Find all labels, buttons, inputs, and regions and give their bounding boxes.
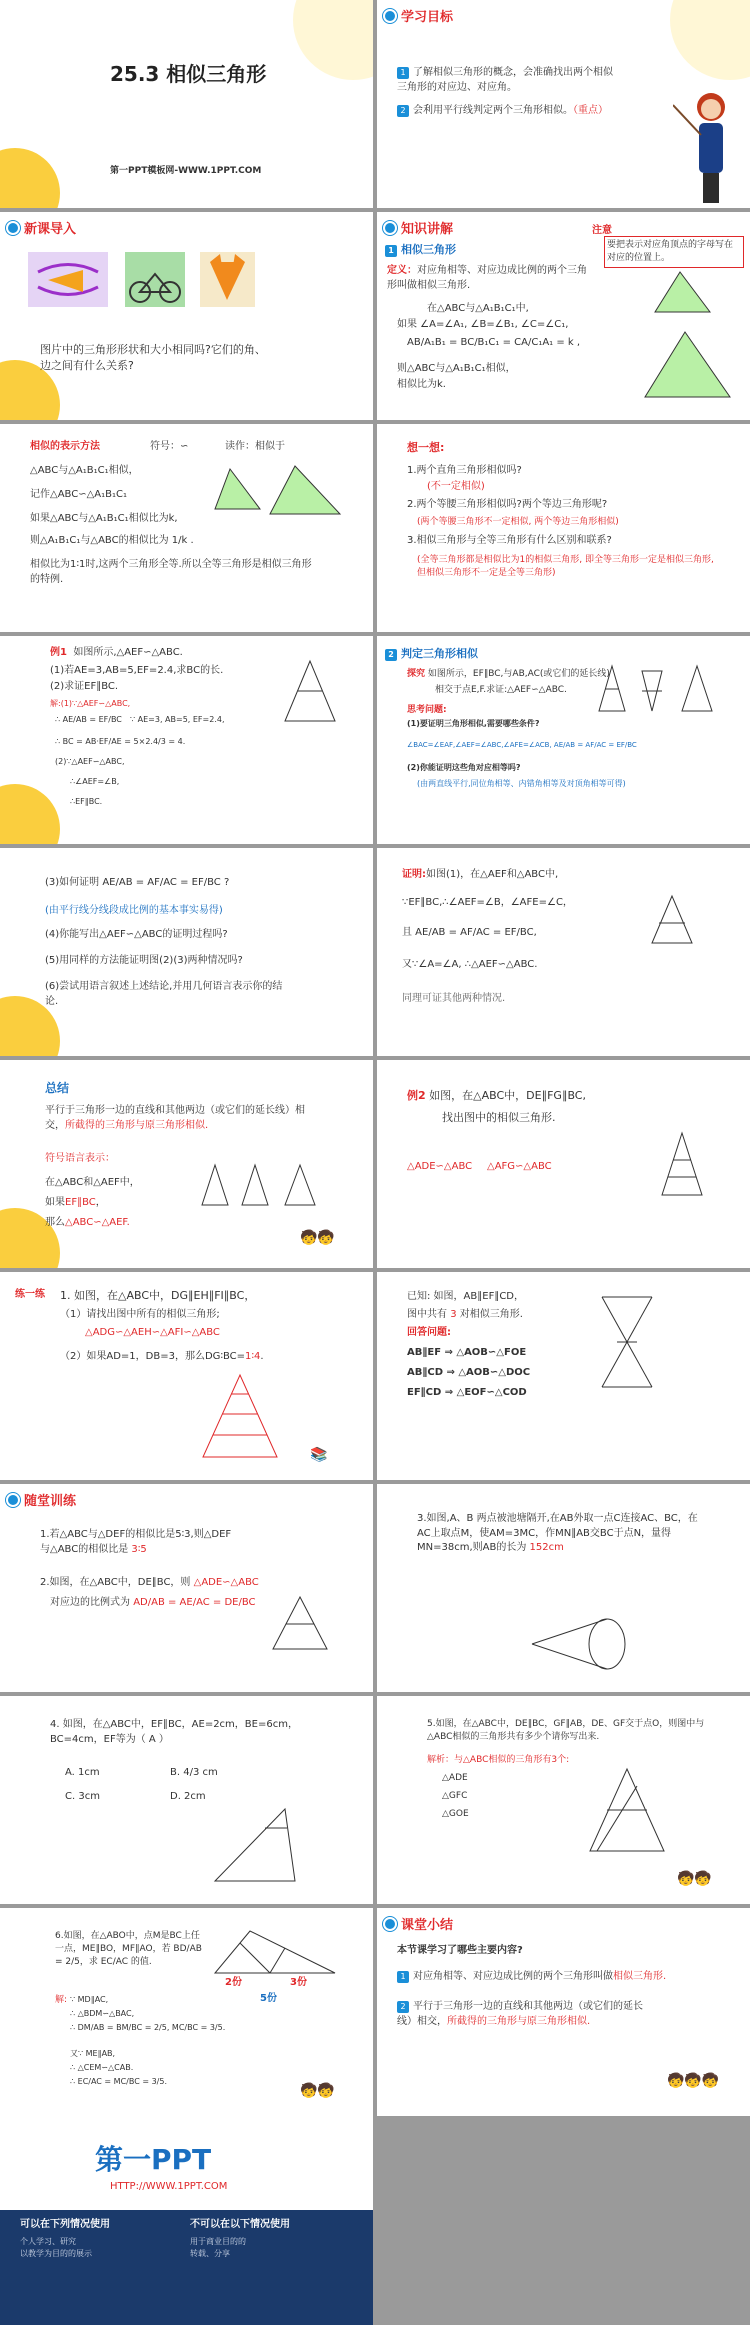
summary-l3: 那么△ABC∽△AEF. — [45, 1217, 130, 1228]
slide-title — [0, 0, 373, 208]
teacher-icon — [673, 85, 743, 205]
think-a3: (全等三角形都是相似比为1的相似三角形, 即全等三角形一定是相似三角形,但相似三角形不一定是全等三角形) — [417, 555, 714, 579]
slide-summary — [0, 1060, 373, 1268]
wrapup-p1: 1 对应角相等、对应边成比例的两个三角形叫做相似三角形. — [397, 1970, 697, 1985]
summary-heading: 总结 — [45, 1081, 70, 1095]
practice-a1: △ADG∽△AEH∽△AFI∽△ABC — [85, 1327, 220, 1338]
slide-explore — [377, 636, 750, 844]
slide-exercise1 — [0, 1484, 373, 1692]
goal-2: 2 会利用平行线判定两个三角形相似。（重点） — [397, 104, 617, 119]
explore-a2: (由两直线平行,同位角相等、内错角相等及对顶角相等可得) — [417, 779, 626, 788]
slide-goals — [377, 0, 750, 208]
practice-q2: （2）如果AD=1，DB=3，那么DG∶BC=1∶4. — [60, 1351, 264, 1362]
triangles-figure — [635, 267, 745, 417]
header-intro: 新课导入 — [6, 218, 76, 237]
site-label: 第一PPT模板网-WWW.1PPT.COM — [110, 166, 262, 176]
children-icon: 📚 — [310, 1447, 328, 1463]
slide-exercise4 — [0, 1696, 373, 1904]
header-knowledge: 知识讲解 — [383, 218, 453, 237]
exercise-q2b: 对应边的比例式为 AD/AB = AE/AC = DE/BC — [50, 1597, 256, 1608]
summary-l1: 在△ABC和△AEF中， — [45, 1177, 140, 1188]
example2-t1: 例2 如图，在△ABC中，DE∥FG∥BC, — [407, 1089, 586, 1102]
summary-text: 平行于三角形一边的直线和其他两边（或它们的延长线）相交，所截得的三角形与原三角形相似. — [45, 1105, 305, 1131]
bullet-icon — [6, 1493, 20, 1507]
think-q3: 3.相似三角形与全等三角形有什么区别和联系? — [407, 535, 612, 546]
note-box: 要把表示对应角顶点的字母写在对应的位置上。 — [604, 236, 744, 268]
option-a: A. 1cm — [65, 1767, 100, 1778]
summary-l2: 如果EF∥BC， — [45, 1197, 106, 1208]
explore-t1: 探究 如图所示，EF∥BC,与AB,AC(或它们的延长线) — [407, 669, 610, 679]
definition: 定义：对应角相等、对应边成比例的两个三角形叫做相似三角形. — [387, 265, 587, 291]
lesson-title: 25.3 相似三角形 — [110, 62, 267, 86]
def-line3: 如果 ∠A=∠A₁, ∠B=∠B₁, ∠C=∠C₁, — [397, 319, 569, 330]
example1-s5: ∴∠AEF=∠B, — [70, 777, 120, 786]
def-line5: 则△ABC与△A₁B₁C₁相似， — [397, 363, 516, 374]
triangles-figure — [210, 464, 350, 524]
row3: EF∥CD ⇒ △EOF∽△COD — [407, 1387, 527, 1398]
option-d: D. 2cm — [170, 1791, 206, 1802]
slide-wrapup — [377, 1908, 750, 2116]
note-label: 注意 — [592, 225, 612, 236]
explore-q1: (1)要证明三角形相似,需要哪些条件? — [407, 719, 540, 728]
explore-t2: 相交于点E,F.求证:△AEF∽△ABC. — [435, 685, 567, 695]
example1-s4: (2)∵△AEF∽△ABC, — [55, 757, 125, 766]
footer-left-title: 可以在下列情况使用 — [20, 2219, 110, 2230]
explore-q2: (2)你能证明这些角对应相等吗? — [407, 763, 521, 772]
sub-determine: 2 判定三角形相似 — [385, 646, 478, 662]
think-label: 思考问题: — [407, 705, 447, 715]
children-icon: 🧒🧒 — [300, 2083, 335, 2099]
fig-label-3: 3份 — [290, 1977, 307, 1988]
slide-intro — [0, 212, 373, 420]
children-icon: 🧒🧒🧒 — [667, 2073, 720, 2089]
exercise-q2: 2.如图，在△ABC中，DE∥BC，则 △ADE∽△ABC — [40, 1577, 259, 1588]
header-exercise: 随堂训练 — [6, 1490, 76, 1509]
sub-similar: 1 相似三角形 — [385, 242, 456, 258]
think-q2: 2.两个等腰三角形相似吗?两个等边三角形呢? — [407, 499, 608, 510]
exercise6-l2: ∴ △BDM∽△BAC, — [70, 2009, 135, 2018]
example1-sol: 解:(1)∵△AEF∽△ABC, — [50, 699, 131, 708]
practice-q1: （1）请找出图中所有的相似三角形; — [60, 1309, 220, 1320]
exercise6-l3: ∴ DM/AB = BM/BC = 2/5, MC/BC = 3/5. — [70, 2023, 226, 2032]
example1-s3: ∴ BC = AB·EF/AE = 5×2.4/3 = 4. — [55, 737, 186, 746]
triangle-figure — [210, 1806, 300, 1886]
footer-left1: 个人学习、研究 — [20, 2237, 76, 2246]
decor-circle — [293, 0, 373, 80]
q5: (5)用同样的方法能证明图(2)(3)两种情况吗? — [45, 955, 243, 966]
notation-l5: 相似比为1∶1时,这两个三角形全等.所以全等三角形是相似三角形的特例. — [30, 559, 312, 585]
symbol-lang: 符号语言表示： — [45, 1153, 115, 1164]
example1-title: 例1 如图所示,△AEF∽△ABC. — [50, 647, 183, 658]
fig-label-2: 2份 — [225, 1977, 242, 1988]
hourglass-figure — [597, 1292, 657, 1392]
exercise6-l6: ∴ EC/AC = MC/BC = 3/5. — [70, 2077, 167, 2086]
think-heading: 想一想: — [407, 441, 445, 454]
def-line2: 在△ABC与△A₁B₁C₁中, — [427, 303, 529, 314]
exercise6-text: 6.如图，在△ABO中，点M是BC上任一点，ME∥BO，MF∥AO，若 BD/AB = 2/5，求 EC/AC 的值. — [55, 1931, 202, 1968]
example1-q1: (1)若AE=3,AB=5,EF=2.4,求BC的长. — [50, 665, 224, 676]
proof-l4: 又∵∠A=∠A, ∴△AEF∽△ABC. — [402, 959, 538, 970]
footer-logo: 第一PPT — [95, 2143, 212, 2176]
practice2-t1: 已知: 如图，AB∥EF∥CD， — [407, 1291, 525, 1302]
header-wrapup: 课堂小结 — [383, 1914, 453, 1933]
def-line6: 相似比为k. — [397, 379, 446, 390]
decor-circle — [0, 784, 60, 844]
exercise4-text: 4. 如图，在△ABC中，EF∥BC，AE=2cm，BE=6cm，BC=4cm，EF等为（ A ） — [50, 1719, 298, 1745]
exercise5-a1: △ADE — [442, 1773, 468, 1783]
slide-think — [377, 424, 750, 632]
example2-t2: 找出图中的相似三角形. — [442, 1111, 556, 1124]
proof-l1: 证明:如图(1)，在△AEF和△ABC中, — [402, 869, 559, 880]
exercise5-a2: △GFC — [442, 1791, 468, 1801]
row1: AB∥EF ⇒ △AOB∽△FOE — [407, 1347, 527, 1358]
three-figures — [597, 661, 717, 721]
exercise3-text: 3.如图,A、B 两点被池塘隔开,在AB外取一点C连接AC、BC，在AC上取点M，使AM=3MC，作MN∥AB交BC于点N，量得MN=38cm,则AB的长为 152cm — [417, 1513, 698, 1553]
option-c: C. 3cm — [65, 1791, 100, 1802]
notation-l3: 如果△ABC与△A₁B₁C₁相似比为k, — [30, 513, 178, 524]
triangle-figure — [280, 656, 340, 726]
q3-hint: (由平行线分线段成比例的基本事实易得) — [45, 905, 223, 916]
bullet-icon — [6, 221, 20, 235]
slide-questions — [0, 848, 373, 1056]
slide-practice2 — [377, 1272, 750, 1480]
exercise6-l4: 又∵ ME∥AB, — [70, 2049, 116, 2058]
practice2-t2: 图中共有 3 对相似三角形. — [407, 1309, 523, 1320]
think-a1: (不一定相似) — [427, 481, 485, 492]
proof-l3: 且 AE/AB = AF/AC = EF/BC, — [402, 927, 537, 938]
exercise6-l1: ∵ MD∥AC, — [70, 1995, 109, 2004]
bicycle-picture — [125, 252, 185, 307]
fox-picture — [200, 252, 255, 307]
pond-figure — [527, 1614, 637, 1674]
decor-circle — [670, 0, 750, 80]
exercise5-sol: 解析：与△ABC相似的三角形有3个: — [427, 1755, 570, 1765]
footer-right-title: 不可以在以下情况使用 — [190, 2219, 290, 2230]
row2: AB∥CD ⇒ △AOB∽△DOC — [407, 1367, 531, 1378]
triangle-figure — [270, 1594, 330, 1654]
q6: (6)尝试用语言叙述上述结论,并用几何语言表示你的结论. — [45, 981, 283, 1007]
slide-exercise6 — [0, 1908, 373, 2116]
exercise6-l5: ∴ △CEM∽△CAB. — [70, 2063, 134, 2072]
goal-1: 1 了解相似三角形的概念，会准确找出两个相似三角形的对应边、对应角。 — [397, 67, 613, 93]
symbol: 符号：∽ — [150, 441, 189, 452]
q4: (4)你能写出△AEF∽△ABC的证明过程吗? — [45, 929, 228, 940]
intro-question: 图片中的三角形形状和大小相同吗?它们的角、边之间有什么关系? — [40, 343, 266, 372]
bullet-icon — [383, 221, 397, 235]
wrapup-p2: 2 平行于三角形一边的直线和其他两边（或它们的延长线）相交，所截得的三角形与原三角形相似. — [397, 2001, 643, 2027]
triangle-figure — [657, 1130, 707, 1200]
wrapup-question: 本节课学习了哪些主要内容? — [397, 1945, 523, 1956]
notation-l1: △ABC与△A₁B₁C₁相似， — [30, 465, 139, 476]
slide-exercise5 — [377, 1696, 750, 1904]
slide-notation — [0, 424, 373, 632]
slide-example1 — [0, 636, 373, 844]
read-as: 读作：相似于 — [225, 441, 285, 452]
proof-l5: 同理可证其他两种情况. — [402, 993, 506, 1004]
three-figures — [200, 1160, 320, 1210]
footer-panel — [0, 2110, 373, 2325]
slide-practice1 — [0, 1272, 373, 1480]
decor-circle — [0, 148, 60, 208]
example2-ans1: △ADE∽△ABC — [407, 1161, 473, 1172]
exercise-q1: 1.若△ABC与△DEF的相似比是5∶3,则△DEF与△ABC的相似比是 3∶5 — [40, 1529, 232, 1555]
fish-picture — [28, 252, 108, 307]
triangle-figure — [647, 893, 697, 953]
children-icon: 🧒🧒 — [677, 1871, 712, 1887]
exercise5-a3: △GOE — [442, 1809, 469, 1819]
footer-right1: 用于商业目的的 — [190, 2237, 246, 2246]
slide-example2 — [377, 1060, 750, 1268]
proof-l2: ∵EF∥BC,∴∠AEF=∠B，∠AFE=∠C， — [402, 897, 573, 908]
explore-cond: ∠BAC=∠EAF,∠AEF=∠ABC,∠AFE=∠ACB, AE/AB = AF/AC = EF/BC — [407, 741, 637, 749]
think-q1: 1.两个直角三角形相似吗? — [407, 465, 522, 476]
bullet-icon — [383, 1917, 397, 1931]
footer-band — [0, 2210, 373, 2325]
example1-s1: ∴ AE/AB = EF/BC — [55, 715, 122, 724]
practice-label: 练一练 — [15, 1289, 45, 1300]
triangle-figure — [587, 1766, 667, 1856]
footer-right2: 转载、分享 — [190, 2249, 230, 2258]
answer-label: 回答问题: — [407, 1327, 451, 1338]
slide-definition — [377, 212, 750, 420]
example1-q2: (2)求证EF∥BC. — [50, 681, 119, 692]
notation-l4: 则△A₁B₁C₁与△ABC的相似比为 1/k . — [30, 535, 194, 546]
notation-l2: 记作△ABC∽△A₁B₁C₁ — [30, 489, 127, 500]
exercise5-text: 5.如图，在△ABC中，DE∥BC，GF∥AB，DE、GF交于点O，则图中与△ABC相似的三角形共有多少个请你写出来. — [427, 1719, 705, 1743]
practice-t1: 1. 如图，在△ABC中，DG∥EH∥FI∥BC， — [60, 1289, 256, 1302]
children-icon: 🧒🧒 — [300, 1230, 335, 1246]
notation-heading: 相似的表示方法 — [30, 441, 100, 452]
example1-s2: ∵ AE=3, AB=5, EF=2.4, — [130, 715, 225, 724]
example1-s6: ∴EF∥BC. — [70, 797, 103, 806]
slide-exercise3 — [377, 1484, 750, 1692]
triangle-figure — [200, 1372, 280, 1462]
def-line4: AB/A₁B₁ = BC/B₁C₁ = CA/C₁A₁ = k , — [407, 337, 581, 348]
slide-proof — [377, 848, 750, 1056]
option-b: B. 4/3 cm — [170, 1767, 218, 1778]
exercise6-sol: 解: — [55, 1995, 68, 2005]
footer-url: HTTP://WWW.1PPT.COM — [110, 2181, 228, 2192]
header-goals: 学习目标 — [383, 6, 453, 25]
think-a2: (两个等腰三角形不一定相似, 两个等边三角形相似) — [417, 517, 619, 527]
fig-label-5: 5份 — [260, 1993, 277, 2004]
bullet-icon — [383, 9, 397, 23]
footer-left2: 以教学为目的的展示 — [20, 2249, 92, 2258]
q3: (3)如何证明 AE/AB = AF/AC = EF/BC ? — [45, 877, 230, 888]
example2-ans2: △AFG∽△ABC — [487, 1161, 552, 1172]
